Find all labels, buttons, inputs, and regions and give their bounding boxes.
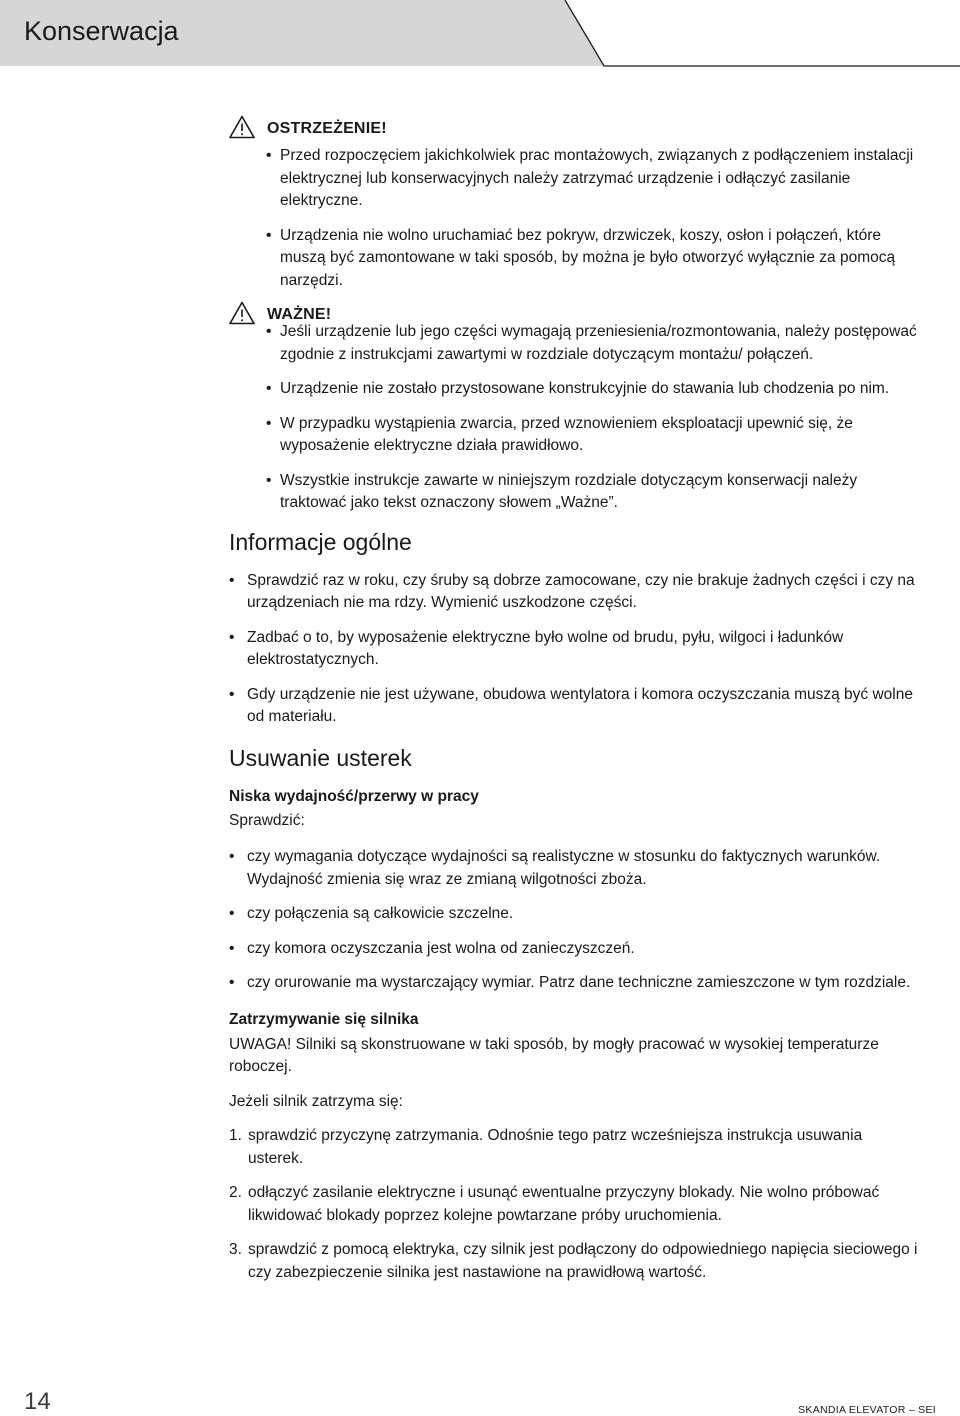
list-item [266, 225, 919, 293]
page-title: Konserwacja [24, 16, 179, 46]
numbered-item [229, 1125, 919, 1170]
item-text: Zadbać o to, by wyposażenie elektryczne było wolne od brudu, pyłu, wilgoci i ładunków elektrostatycznych. [247, 628, 844, 668]
item-text: czy komora oczyszczania jest wolna od zanieczyszczeń. [247, 939, 635, 957]
important-list [229, 321, 919, 515]
warning-triangle-icon [229, 115, 255, 139]
motor-note: UWAGA! Silniki są skonstruowane w taki sposób, by mogły pracować w wysokiej temperaturze roboczej. [229, 1035, 879, 1075]
subheading-motor-stop: Zatrzymywanie się silnika [229, 1010, 419, 1028]
numbered-item [229, 1182, 919, 1227]
list-item [266, 145, 919, 213]
page-header [0, 0, 960, 70]
item-text: Urządzenie nie zostało przystosowane konstrukcyjnie do stawania lub chodzenia po nim. [280, 380, 890, 397]
footer-brand: SKANDIA ELEVATOR – SEI [798, 1404, 936, 1416]
item-text: Przed rozpoczęciem jakichkolwiek prac montażowych, związanych z podłączeniem instalacji elektrycznej lub konserwacyjnych należy zatrzymać urządzenie i odłączyć zasilanie elektryczne. [280, 147, 914, 209]
item-text: Sprawdzić raz w roku, czy śruby są dobrze zamocowane, czy nie brakuje żadnych części i czy na urządzeniach nie ma rdzy. Wymienić uszkodzone części. [247, 571, 915, 611]
item-text: czy wymagania dotyczące wydajności są realistyczne w stosunku do faktycznych warunków. Wydajność zmienia się wraz ze zmianą wilgotności zboża. [247, 848, 881, 888]
list-item [229, 684, 919, 729]
check-list [229, 846, 919, 995]
list-item [266, 413, 919, 458]
bullet: • [266, 226, 272, 244]
motor-steps [229, 1125, 919, 1284]
motor-intro: Jeżeli silnik zatrzyma się: [229, 1092, 403, 1110]
list-item [229, 846, 919, 891]
item-text: sprawdzić z pomocą elektryka, czy silnik jest podłączony do odpowiedniego napięcia sieciowego i czy zabezpieczenie silnika jest nastawione na prawidłową wartość. [248, 1241, 918, 1281]
bullet: • [266, 323, 272, 340]
item-text: Gdy urządzenie nie jest używane, obudowa wentylatora i komora oczyszczania muszą być wolne od materiału. [247, 685, 913, 725]
numbered-item [229, 1239, 919, 1284]
item-text: odłączyć zasilanie elektryczne i usunąć ewentualne przyczyny blokady. Nie wolno próbować likwidować blokady poprzez kolejne powtarzane próby uruchomienia. [248, 1184, 880, 1224]
bullet: • [229, 905, 235, 922]
important-title: WAŻNE! [267, 306, 332, 323]
check-intro: Sprawdzić: [229, 811, 305, 829]
list-item [266, 378, 919, 401]
item-text: czy połączenia są całkowicie szczelne. [247, 905, 514, 922]
bullet: • [266, 471, 272, 489]
list-item [229, 938, 919, 961]
bullet: • [266, 414, 272, 432]
warning-header [229, 115, 919, 143]
page-number: 14 [24, 1388, 51, 1415]
item-text: W przypadku wystąpienia zwarcia, przed wznowieniem eksploatacji upewnić się, że wyposażenie elektryczne działa prawidłowo. [280, 414, 853, 454]
page-content [229, 115, 919, 1296]
bullet: • [229, 571, 235, 589]
list-item [266, 470, 919, 515]
list-item [229, 972, 919, 995]
bullet: • [229, 974, 235, 991]
warning-title: OSTRZEŻENIE! [267, 120, 387, 137]
list-item [266, 321, 919, 366]
warning-triangle-icon [229, 301, 255, 325]
bullet: • [229, 685, 235, 703]
general-list [229, 570, 919, 729]
item-text: Jeśli urządzenie lub jego części wymagają przeniesienia/rozmontowania, należy postępować zgodnie z instrukcjami zawartymi w rozdziale dotyczącym montażu/ połączeń. [280, 323, 917, 363]
subheading-low-capacity: Niska wydajność/przerwy w pracy [229, 787, 479, 805]
item-number: 3. [229, 1241, 242, 1258]
item-number: 1. [229, 1127, 242, 1144]
bullet: • [229, 939, 235, 957]
bullet: • [266, 147, 272, 164]
item-text: Wszystkie instrukcje zawarte w niniejszym rozdziale dotyczącym konserwacji należy traktować jako tekst oznaczony słowem „Ważne”. [280, 471, 858, 511]
list-item [229, 903, 919, 926]
warning-list [229, 145, 919, 292]
bullet: • [229, 628, 235, 646]
section-heading-general: Informacje ogólne [229, 528, 412, 555]
list-item [229, 570, 919, 615]
list-item [229, 627, 919, 672]
bullet: • [229, 848, 235, 865]
section-heading-troubleshooting: Usuwanie usterek [229, 744, 412, 771]
item-text: Urządzenia nie wolno uruchamiać bez pokryw, drzwiczek, koszy, osłon i połączeń, które muszą być zamontowane w taki sposób, by można je było otworzyć wyłącznie za pomocą narzędzi. [280, 226, 896, 289]
item-number: 2. [229, 1184, 242, 1201]
item-text: sprawdzić przyczynę zatrzymania. Odnośnie tego patrz wcześniejsza instrukcja usuwania usterek. [248, 1127, 863, 1167]
item-text: czy orurowanie ma wystarczający wymiar. Patrz dane techniczne zamieszczone w tym rozdziale. [247, 974, 911, 991]
bullet: • [266, 380, 272, 397]
